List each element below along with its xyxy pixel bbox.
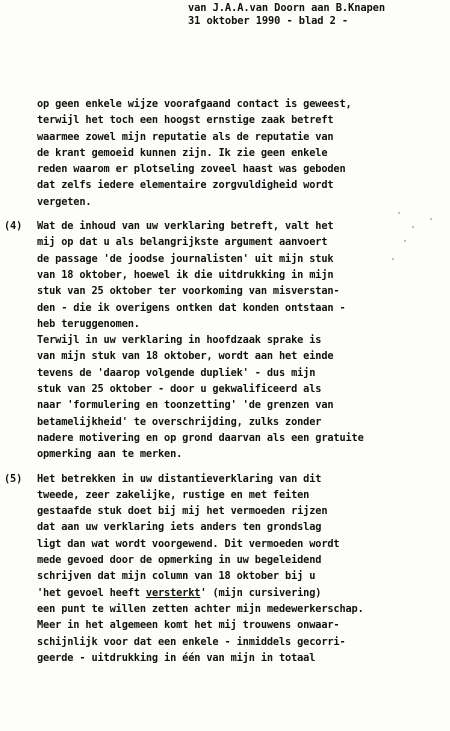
text-line: dat zelfs iedere elementaire zorgvuldigheid wordt (37, 179, 334, 192)
text-line: stuk van 25 oktober - door u gekwalificeerd als (37, 383, 322, 396)
header-date-page-line: 31 oktober 1990 - blad 2 - (188, 15, 349, 27)
paragraph-number: (4) (4, 220, 23, 233)
text-line: opmerking aan te merken. (37, 448, 183, 461)
text-line: reden waarom er plotseling zoveel haast was geboden (37, 163, 346, 176)
text-line: dat aan uw verklaring iets anders ten grondslag (37, 521, 322, 534)
text-line: schrijven dat mijn column van 18 oktober bij u (37, 570, 316, 583)
scan-speck (430, 218, 432, 220)
text-line-with-emphasis: 'het gevoel heeft versterkt' (mijn cursivering) (37, 586, 322, 599)
emphasized-word: versterkt (145, 586, 201, 599)
text-line: Wat de inhoud van uw verklaring betreft, valt het (37, 220, 334, 233)
scan-speck (398, 212, 400, 214)
text-line: van 18 oktober, hoewel ik die uitdrukking in mijn (37, 268, 334, 281)
header-sender-line: van J.A.A.van Doorn aan B.Knapen (188, 2, 385, 14)
text-line: geerde - uitdrukking in één van mijn in totaal (37, 651, 316, 664)
paragraph-gap (37, 463, 449, 471)
text-line: heb teruggenomen. (37, 317, 140, 330)
paragraph-number: (5) (4, 472, 23, 485)
text-line: terwijl het toch een hoogst ernstige zaak betreft (37, 114, 334, 127)
text-line: tweede, zeer zakelijke, rustige en met feiten (37, 488, 310, 501)
text-line: mij op dat u als belangrijkste argument aanvoert (37, 236, 328, 249)
scan-speck (392, 258, 394, 260)
text-line: van mijn stuk van 18 oktober, wordt aan het einde (37, 350, 334, 363)
scan-speck (404, 240, 406, 242)
text-line: tevens de 'daarop volgende dupliek' - dus mijn (37, 366, 316, 379)
paragraph-4 (4, 218, 449, 462)
text-line: stuk van 25 oktober ter voorkoming van misverstan- (37, 285, 340, 298)
text-line: naar 'formulering en toonzetting' 'de grenzen van (37, 399, 334, 412)
text-line: nadere motivering en op grond daarvan als een gratuite (37, 431, 364, 444)
text-line: schijnlijk voor dat een enkele - inmiddels gecorri- (37, 635, 346, 648)
text-line: de passage 'de joodse journalisten' uit mijn stuk (37, 252, 334, 265)
intro-paragraph (37, 96, 449, 210)
scan-speck (412, 226, 414, 228)
paragraph-5 (4, 471, 449, 667)
letter-body (4, 96, 449, 666)
text-line: op geen enkele wijze voorafgaand contact is geweest, (37, 98, 352, 110)
text-line: ligt dan wat wordt voorgewend. Dit vermoeden wordt (37, 537, 340, 550)
paragraph-gap (37, 210, 449, 218)
text-line: de krant gemoeid kunnen zijn. Ik zie geen enkele (37, 146, 328, 159)
text-line: gestaafde stuk doet bij mij het vermoeden rijzen (37, 505, 328, 518)
text-line: mede gevoed door de opmerking in uw begeleidend (37, 554, 322, 567)
text-line: Het betrekken in uw distantieverklaring van dit (37, 472, 322, 485)
text-line: betamelijkheid' te overschrijding, zulks zonder (37, 415, 322, 428)
letter-header (188, 2, 385, 28)
text-line: Meer in het algemeen komt het mij trouwens onwaar- (37, 619, 340, 632)
text-line: een punt te willen zetten achter mijn medewerkerschap. (37, 602, 364, 615)
text-line: vergeten. (37, 195, 92, 208)
text-line: den - die ik overigens ontken dat konden ontstaan - (37, 301, 346, 314)
text-line: waarmee zowel mijn reputatie als de reputatie van (37, 130, 334, 143)
text-line: Terwijl in uw verklaring in hoofdzaak sprake is (37, 334, 322, 347)
